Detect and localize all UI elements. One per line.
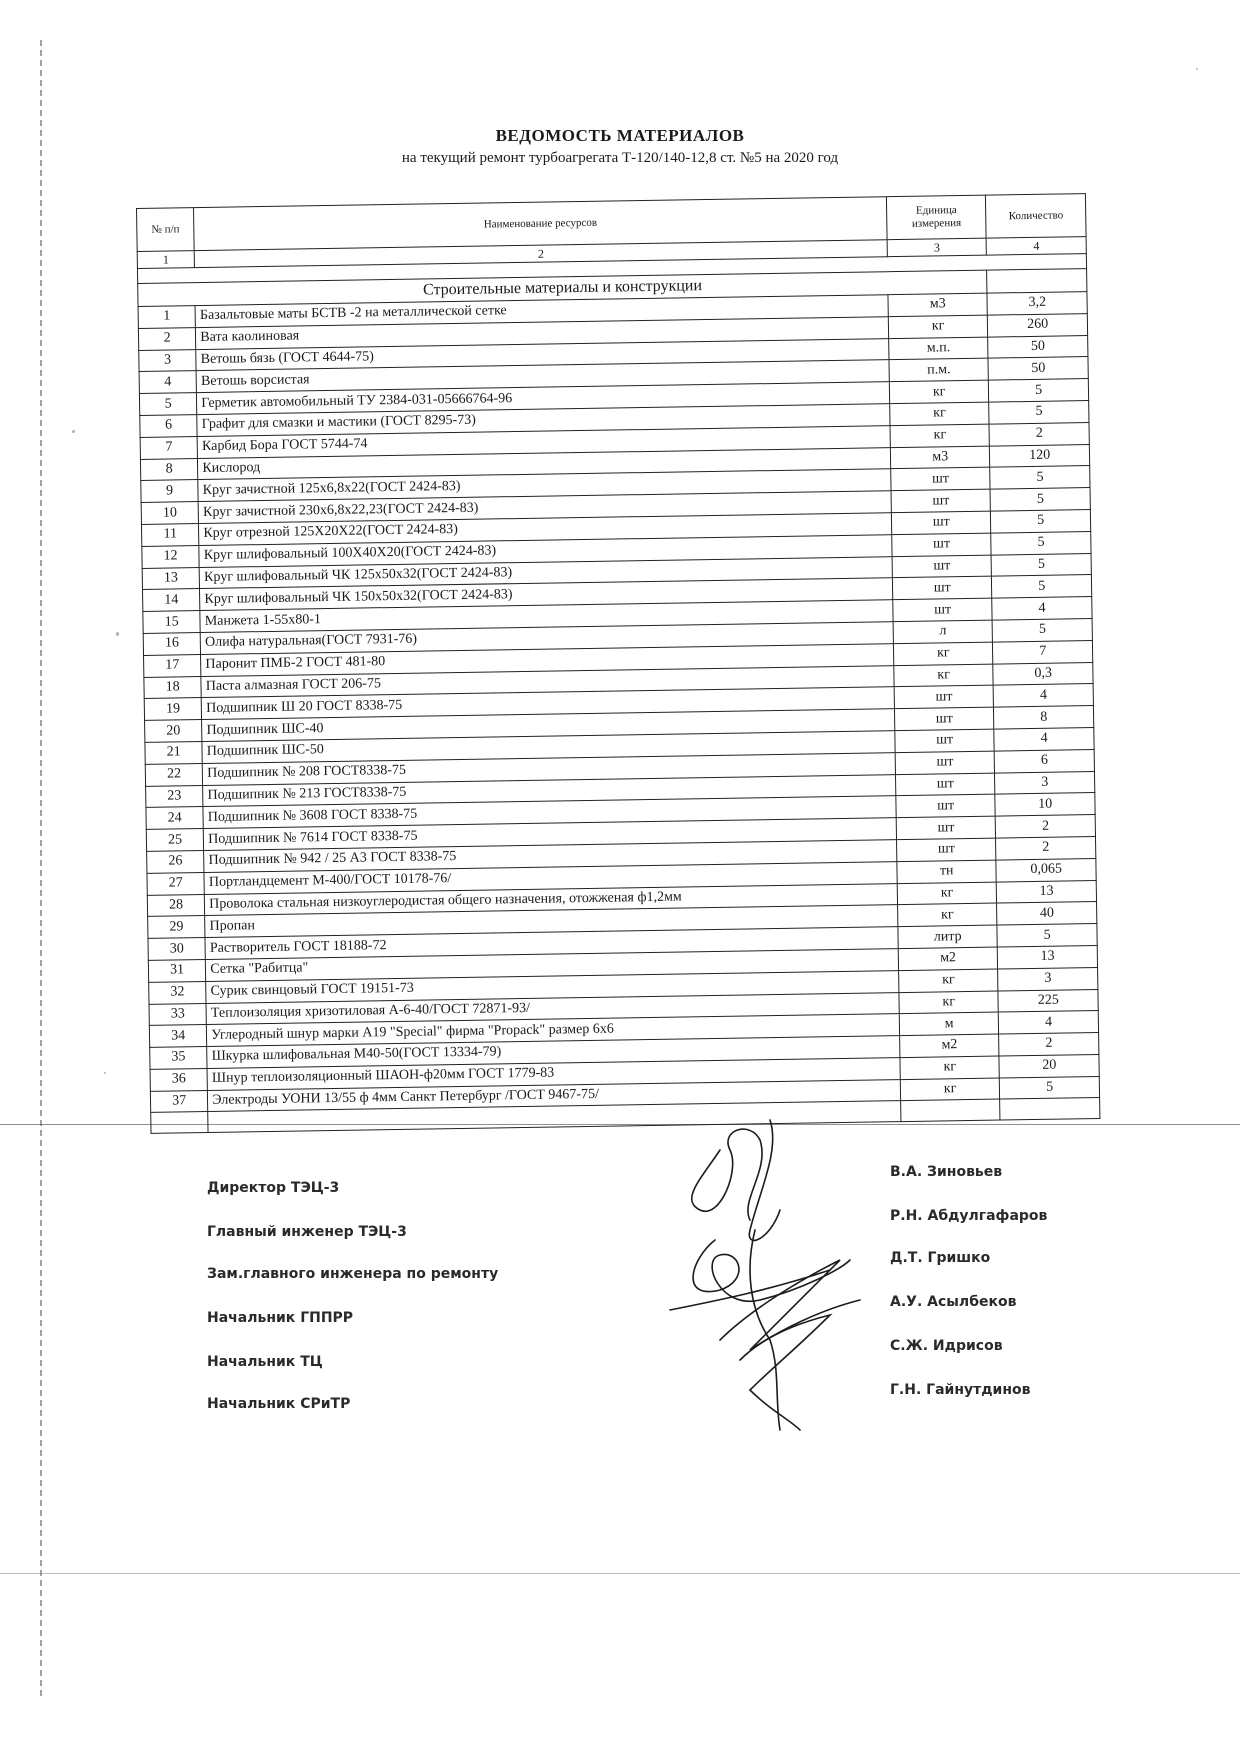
row-number: 35 <box>150 1047 208 1070</box>
material-name: Подшипник № 942 / 25 А3 ГОСТ 8338-75 <box>204 840 897 873</box>
signatory-name: Р.Н. Абдулгафаров <box>890 1208 1048 1224</box>
row-number: 26 <box>147 850 205 873</box>
unit-cell: кг <box>897 903 997 926</box>
unit-cell: кг <box>889 380 989 403</box>
row-number: 22 <box>145 763 203 786</box>
material-name: Манжета 1-55х80-1 <box>200 600 893 633</box>
material-name: Вата каолиновая <box>196 316 889 349</box>
scan-speck <box>72 430 75 433</box>
quantity-cell: 3 <box>995 771 1095 794</box>
header-num: № п/п <box>137 208 195 252</box>
unit-cell: тн <box>897 860 997 883</box>
unit-cell: шт <box>893 598 993 621</box>
row-number: 36 <box>150 1068 208 1091</box>
signatory-role: Главный инженер ТЭЦ-3 <box>207 1224 407 1240</box>
quantity-cell: 10 <box>995 793 1095 816</box>
material-name: Шнур теплоизоляционный ШАОН-ф20мм ГОСТ 1779-83 <box>207 1057 900 1090</box>
row-number: 37 <box>150 1090 208 1113</box>
signatory-name: Г.Н. Гайнутдинов <box>890 1382 1031 1398</box>
quantity-cell: 4 <box>992 597 1092 620</box>
row-number: 7 <box>140 436 198 459</box>
row-number: 21 <box>145 741 203 764</box>
quantity-cell: 20 <box>999 1054 1099 1077</box>
quantity-cell: 5 <box>993 618 1093 641</box>
material-name: Подшипник № 208 ГОСТ8338-75 <box>203 752 896 785</box>
material-name: Подшипник ШС-50 <box>202 731 895 764</box>
material-name: Углеродный шнур марки А19 "Special" фирма "Propack" размер 6х6 <box>207 1014 900 1047</box>
row-number: 11 <box>141 524 199 547</box>
quantity-cell: 5 <box>989 379 1089 402</box>
unit-cell: шт <box>895 729 995 752</box>
quantity-cell: 5 <box>989 401 1089 424</box>
signatory-role: Зам.главного инженера по ремонту <box>207 1266 499 1282</box>
quantity-cell: 5 <box>992 575 1092 598</box>
row-number: 12 <box>142 545 200 568</box>
handwritten-signatures <box>660 1110 880 1440</box>
unit-cell: м.п. <box>889 337 989 360</box>
row-number: 24 <box>146 807 204 830</box>
row-number: 17 <box>144 654 202 677</box>
scan-fold-line-lower <box>0 1573 1240 1574</box>
material-name: Кислород <box>198 447 891 480</box>
unit-cell: м2 <box>898 947 998 970</box>
row-number: 30 <box>148 938 206 961</box>
row-number: 20 <box>145 720 203 743</box>
material-name: Графит для смазки и мастики (ГОСТ 8295-73) <box>197 404 890 437</box>
row-number: 23 <box>146 785 204 808</box>
signatory-role: Начальник ГППРР <box>207 1310 354 1326</box>
header-qty: Количество <box>986 194 1086 239</box>
material-name: Шкурка шлифовальная М40-50(ГОСТ 13334-79) <box>207 1036 900 1069</box>
quantity-cell: 50 <box>988 335 1088 358</box>
material-name: Круг шлифовальный 100Х40Х20(ГОСТ 2424-83) <box>199 534 892 567</box>
header-unit: Единица измерения <box>886 195 986 240</box>
row-number: 6 <box>140 415 198 438</box>
material-name: Круг шлифовальный ЧК 125х50х32(ГОСТ 2424-83) <box>199 556 892 589</box>
unit-cell: кг <box>890 402 990 425</box>
unit-cell: шт <box>895 751 995 774</box>
scan-speck <box>1196 68 1198 70</box>
material-name: Паронит ПМБ-2 ГОСТ 481-80 <box>201 643 894 676</box>
material-name: Олифа натуральная(ГОСТ 7931-76) <box>200 622 893 655</box>
material-name: Сурик свинцовый ГОСТ 19151-73 <box>206 970 899 1003</box>
row-number: 34 <box>149 1025 207 1048</box>
index-cell: 1 <box>137 251 195 269</box>
quantity-cell: 5 <box>992 553 1092 576</box>
header-name: Наименование ресурсов <box>194 197 887 251</box>
unit-cell: кг <box>888 315 988 338</box>
quantity-cell: 3 <box>998 967 1098 990</box>
unit-cell: шт <box>892 555 992 578</box>
unit-cell: м3 <box>890 446 990 469</box>
material-name: Сетка "Рабитца" <box>206 949 899 982</box>
unit-cell: кг <box>893 642 993 665</box>
unit-cell: шт <box>892 533 992 556</box>
row-number: 4 <box>139 371 197 394</box>
material-name: Паста алмазная ГОСТ 206-75 <box>201 665 894 698</box>
material-name: Подшипник Ш 20 ГОСТ 8338-75 <box>201 687 894 720</box>
signatory-name: В.А. Зиновьев <box>890 1164 1003 1180</box>
unit-cell: шт <box>894 707 994 730</box>
quantity-cell: 5 <box>990 466 1090 489</box>
quantity-cell: 2 <box>996 815 1096 838</box>
row-number: 8 <box>140 458 198 481</box>
quantity-cell: 5 <box>991 531 1091 554</box>
row-number: 9 <box>141 480 199 503</box>
unit-cell: м3 <box>888 293 988 316</box>
material-name: Карбид Бора ГОСТ 5744-74 <box>197 425 890 458</box>
unit-cell: шт <box>892 576 992 599</box>
quantity-cell: 50 <box>988 357 1088 380</box>
material-name: Подшипник ШС-40 <box>202 709 895 742</box>
index-cell: 2 <box>194 240 887 268</box>
quantity-cell: 6 <box>995 749 1095 772</box>
material-name: Пропан <box>205 905 898 938</box>
scan-speck <box>104 1072 106 1074</box>
unit-cell: шт <box>896 794 996 817</box>
unit-cell: шт <box>896 838 996 861</box>
table-body <box>137 237 1100 1134</box>
quantity-cell: 13 <box>997 880 1097 903</box>
row-number: 13 <box>142 567 200 590</box>
material-name: Теплоизоляция хризотиловая А-6-40/ГОСТ 72871-93/ <box>206 992 899 1025</box>
row-number: 27 <box>147 872 205 895</box>
quantity-cell: 13 <box>998 945 1098 968</box>
material-name: Подшипник № 213 ГОСТ8338-75 <box>203 774 896 807</box>
quantity-cell: 0,065 <box>996 858 1096 881</box>
quantity-cell: 4 <box>999 1011 1099 1034</box>
material-name: Ветошь бязь (ГОСТ 4644-75) <box>196 338 889 371</box>
index-cell: 3 <box>887 238 987 257</box>
row-number: 16 <box>143 632 201 655</box>
unit-cell: шт <box>891 511 991 534</box>
unit-cell: п.м. <box>889 359 989 382</box>
section-title: Строительные материалы и конструкции <box>138 270 988 306</box>
signatory-role: Начальник СРиТР <box>207 1396 351 1412</box>
unit-cell: шт <box>896 816 996 839</box>
unit-cell: литр <box>898 925 998 948</box>
material-name: Подшипник № 3608 ГОСТ 8338-75 <box>203 796 896 829</box>
material-name: Круг шлифовальный ЧК 150х50х32(ГОСТ 2424-83) <box>200 578 893 611</box>
unit-cell: м <box>899 1012 999 1035</box>
material-name: Проволока стальная низкоуглеродистая общего назначения, отожженая ф1,2мм <box>205 883 898 916</box>
quantity-cell: 2 <box>989 422 1089 445</box>
unit-cell: кг <box>900 1078 1000 1101</box>
material-name: Круг отрезной 125Х20Х22(ГОСТ 2424-83) <box>199 513 892 546</box>
quantity-cell: 260 <box>988 313 1088 336</box>
unit-cell: л <box>893 620 993 643</box>
material-name: Базальтовые маты БСТВ -2 на металлической сетке <box>195 295 888 328</box>
document-title: ВЕДОМОСТЬ МАТЕРИАЛОВ <box>495 126 745 145</box>
quantity-cell: 8 <box>994 706 1094 729</box>
quantity-cell: 2 <box>996 836 1096 859</box>
material-name: Круг зачистной 230х6,8х22,23(ГОСТ 2424-83) <box>198 491 891 524</box>
row-number: 29 <box>148 916 206 939</box>
row-number: 32 <box>149 981 207 1004</box>
quantity-cell: 225 <box>998 989 1098 1012</box>
quantity-cell: 0,3 <box>993 662 1093 685</box>
row-number: 3 <box>139 349 197 372</box>
material-name: Круг зачистной 125х6,8х22(ГОСТ 2424-83) <box>198 469 891 502</box>
row-number: 28 <box>147 894 205 917</box>
document-subtitle: на текущий ремонт турбоагрегата Т-120/140-12,8 ст. №5 на 2020 год <box>401 150 839 166</box>
material-name: Ветошь ворсистая <box>196 360 889 393</box>
material-name: Портландцемент М-400/ГОСТ 10178-76/ <box>204 861 897 894</box>
unit-cell: шт <box>894 685 994 708</box>
quantity-cell: 40 <box>997 902 1097 925</box>
materials-table <box>136 193 1100 1134</box>
unit-cell: кг <box>900 1056 1000 1079</box>
signatory-name: С.Ж. Идрисов <box>890 1338 1003 1354</box>
unit-cell: шт <box>895 773 995 796</box>
material-name: Растворитель ГОСТ 18188-72 <box>205 927 898 960</box>
signatory-role: Директор ТЭЦ-3 <box>207 1180 340 1196</box>
row-number: 1 <box>138 306 196 329</box>
quantity-cell: 7 <box>993 640 1093 663</box>
quantity-cell: 5 <box>991 510 1091 533</box>
row-number: 33 <box>149 1003 207 1026</box>
quantity-cell: 2 <box>999 1033 1099 1056</box>
material-name: Подшипник № 7614 ГОСТ 8338-75 <box>204 818 897 851</box>
quantity-cell: 3,2 <box>987 292 1087 315</box>
quantity-cell: 5 <box>990 488 1090 511</box>
row-number: 18 <box>144 676 202 699</box>
signatory-name: А.У. Асылбеков <box>890 1294 1017 1310</box>
unit-cell: м2 <box>900 1034 1000 1057</box>
row-number: 5 <box>139 393 197 416</box>
index-cell: 4 <box>987 237 1087 256</box>
quantity-cell: 4 <box>994 727 1094 750</box>
quantity-cell: 4 <box>994 684 1094 707</box>
row-number: 14 <box>142 589 200 612</box>
signatory-name: Д.Т. Гришко <box>890 1250 991 1266</box>
quantity-cell: 5 <box>1000 1076 1100 1099</box>
unit-cell: кг <box>899 991 999 1014</box>
row-number: 15 <box>143 611 201 634</box>
row-number: 19 <box>144 698 202 721</box>
scan-speck <box>116 632 119 636</box>
scan-edge-line <box>40 40 42 1700</box>
unit-cell: шт <box>891 467 991 490</box>
row-number: 25 <box>146 829 204 852</box>
quantity-cell: 5 <box>997 924 1097 947</box>
signatory-role: Начальник ТЦ <box>207 1354 323 1370</box>
material-name: Электроды УОНИ 13/55 ф 4мм Санкт Петербург /ГОСТ 9467-75/ <box>208 1079 901 1112</box>
row-number: 2 <box>138 327 196 350</box>
unit-cell: кг <box>899 969 999 992</box>
material-name: Герметик автомобильный ТУ 2384-031-05666764-96 <box>197 382 890 415</box>
unit-cell: шт <box>891 489 991 512</box>
quantity-cell: 120 <box>990 444 1090 467</box>
unit-cell: кг <box>890 424 990 447</box>
row-number: 31 <box>148 959 206 982</box>
row-number: 10 <box>141 502 199 525</box>
unit-cell: кг <box>897 882 997 905</box>
unit-cell: кг <box>894 664 994 687</box>
